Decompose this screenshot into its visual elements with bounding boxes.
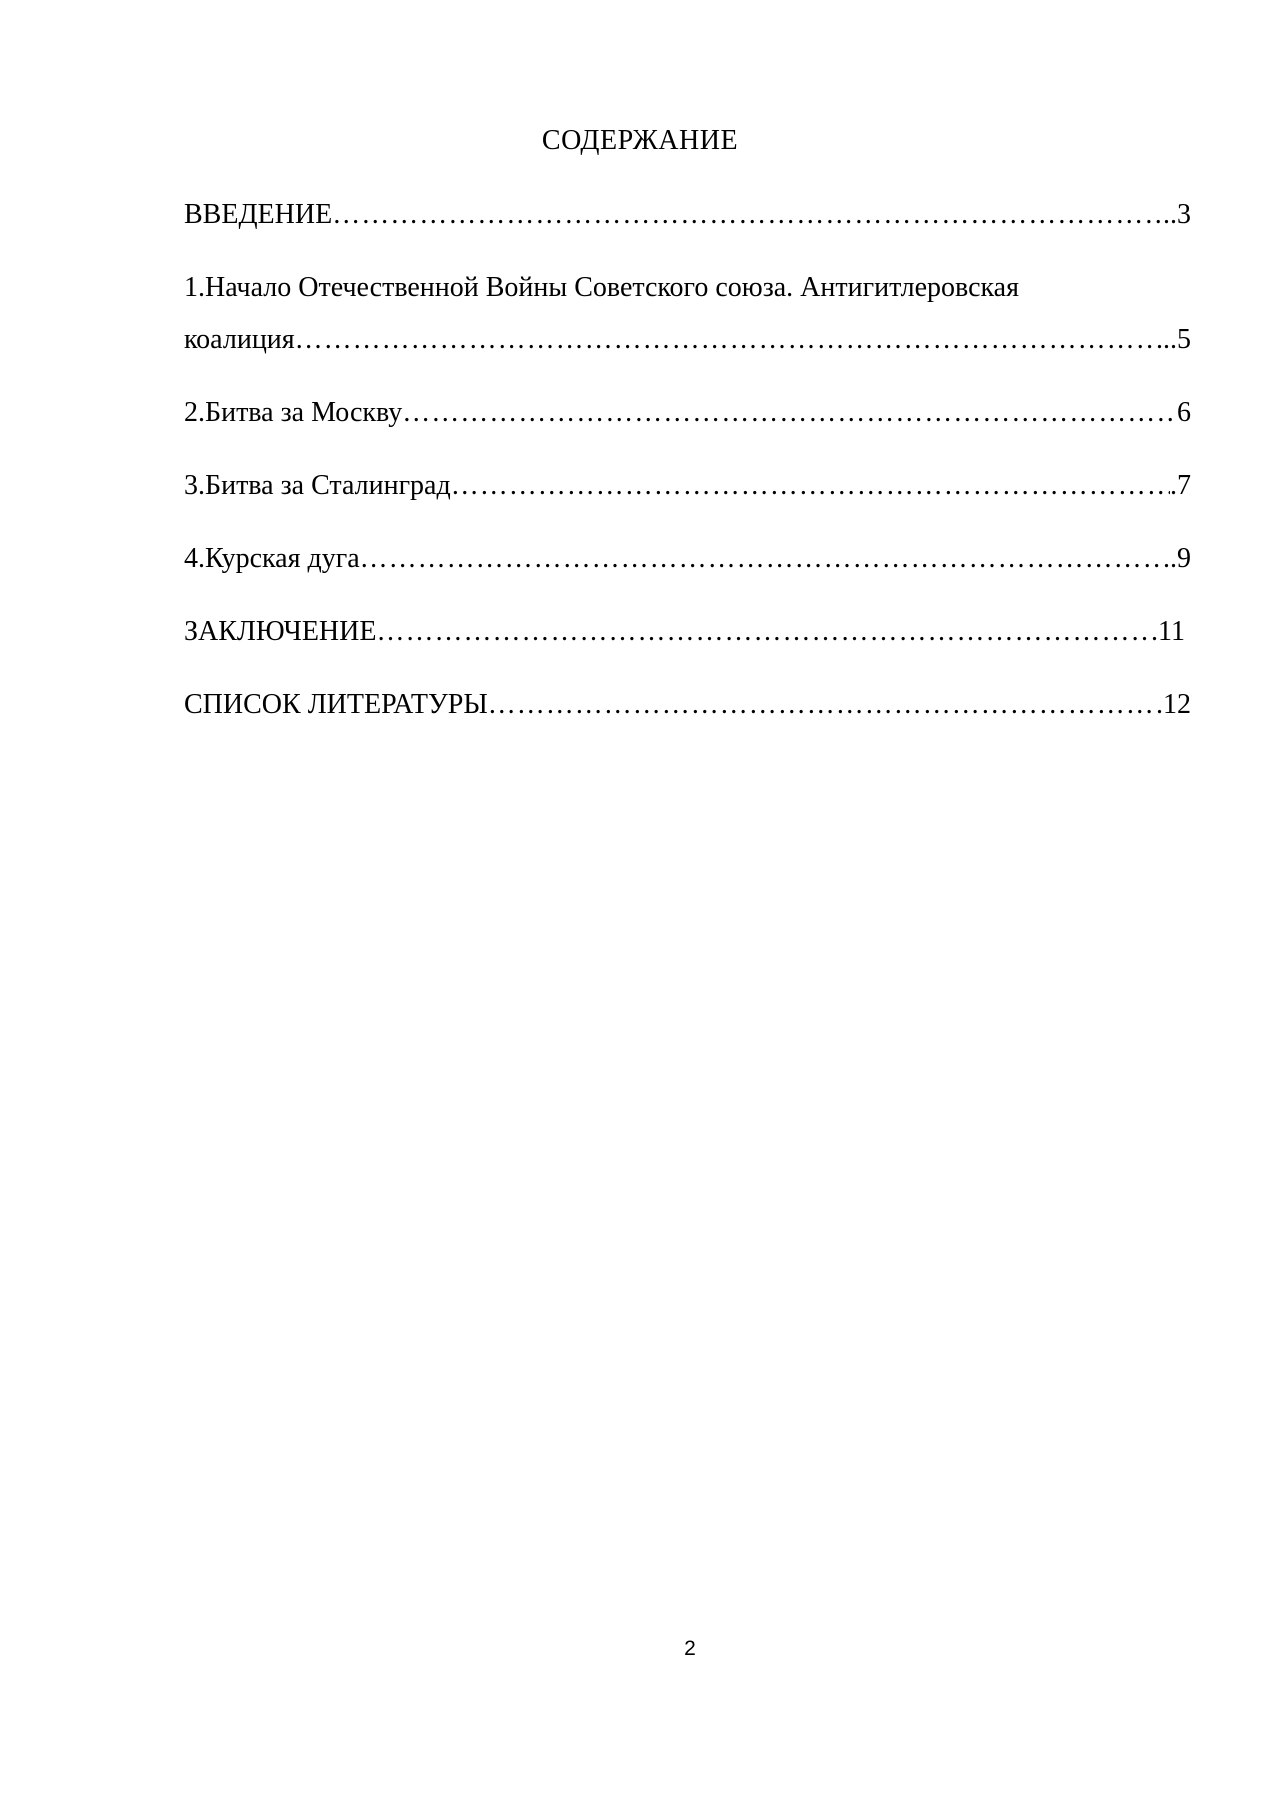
toc-entry-page: .7 [1170, 470, 1191, 501]
toc-row [184, 685, 1191, 725]
toc-entry-chapter-1 [184, 268, 1191, 360]
dot-leader [488, 685, 1156, 725]
toc-entry-label: ЗАКЛЮЧЕНИЕ [184, 616, 377, 647]
toc-entry-chapter-2 [184, 393, 1191, 433]
dot-leader [376, 612, 1151, 652]
toc-entry-label: коалиция [184, 324, 295, 355]
toc-entry-page: ..3 [1163, 199, 1191, 230]
toc-entry-label: ВВЕДЕНИЕ [184, 199, 333, 230]
table-of-contents [184, 195, 1191, 758]
toc-title: СОДЕРЖАНИЕ [541, 125, 739, 156]
toc-entry-chapter-4 [184, 539, 1191, 579]
toc-row [184, 539, 1191, 579]
toc-row [184, 393, 1191, 433]
toc-row [184, 612, 1191, 652]
dot-leader [402, 393, 1177, 433]
toc-entry-page: ...5 [1156, 324, 1191, 355]
dot-leader [295, 320, 1156, 360]
toc-entry-label: СПИСОК ЛИТЕРАТУРЫ [184, 689, 488, 720]
toc-entry-chapter-3 [184, 466, 1191, 506]
dot-leader [360, 539, 1163, 579]
toc-entry-introduction [184, 195, 1191, 235]
dot-leader [451, 466, 1170, 506]
toc-entry-label: 2.Битва за Москву [184, 397, 403, 428]
toc-entry-label-line1: 1.Начало Отечественной Войны Советского союза. Антигитлеровская [184, 272, 1019, 303]
toc-row [184, 195, 1191, 235]
toc-row [184, 320, 1191, 360]
toc-entry-conclusion [184, 612, 1191, 652]
toc-entry-bibliography [184, 685, 1191, 725]
page-number: 2 [684, 1637, 696, 1660]
toc-entry-label: 4.Курская дуга [184, 543, 360, 574]
dot-leader [332, 195, 1163, 235]
toc-entry-page: .12 [1156, 689, 1191, 720]
toc-entry-page: 6 [1177, 397, 1191, 428]
toc-entry-label: 3.Битва за Сталинград [184, 470, 451, 501]
toc-entry-page: .11 [1151, 616, 1185, 647]
toc-row [184, 466, 1191, 506]
toc-entry-page: ..9 [1163, 543, 1191, 574]
